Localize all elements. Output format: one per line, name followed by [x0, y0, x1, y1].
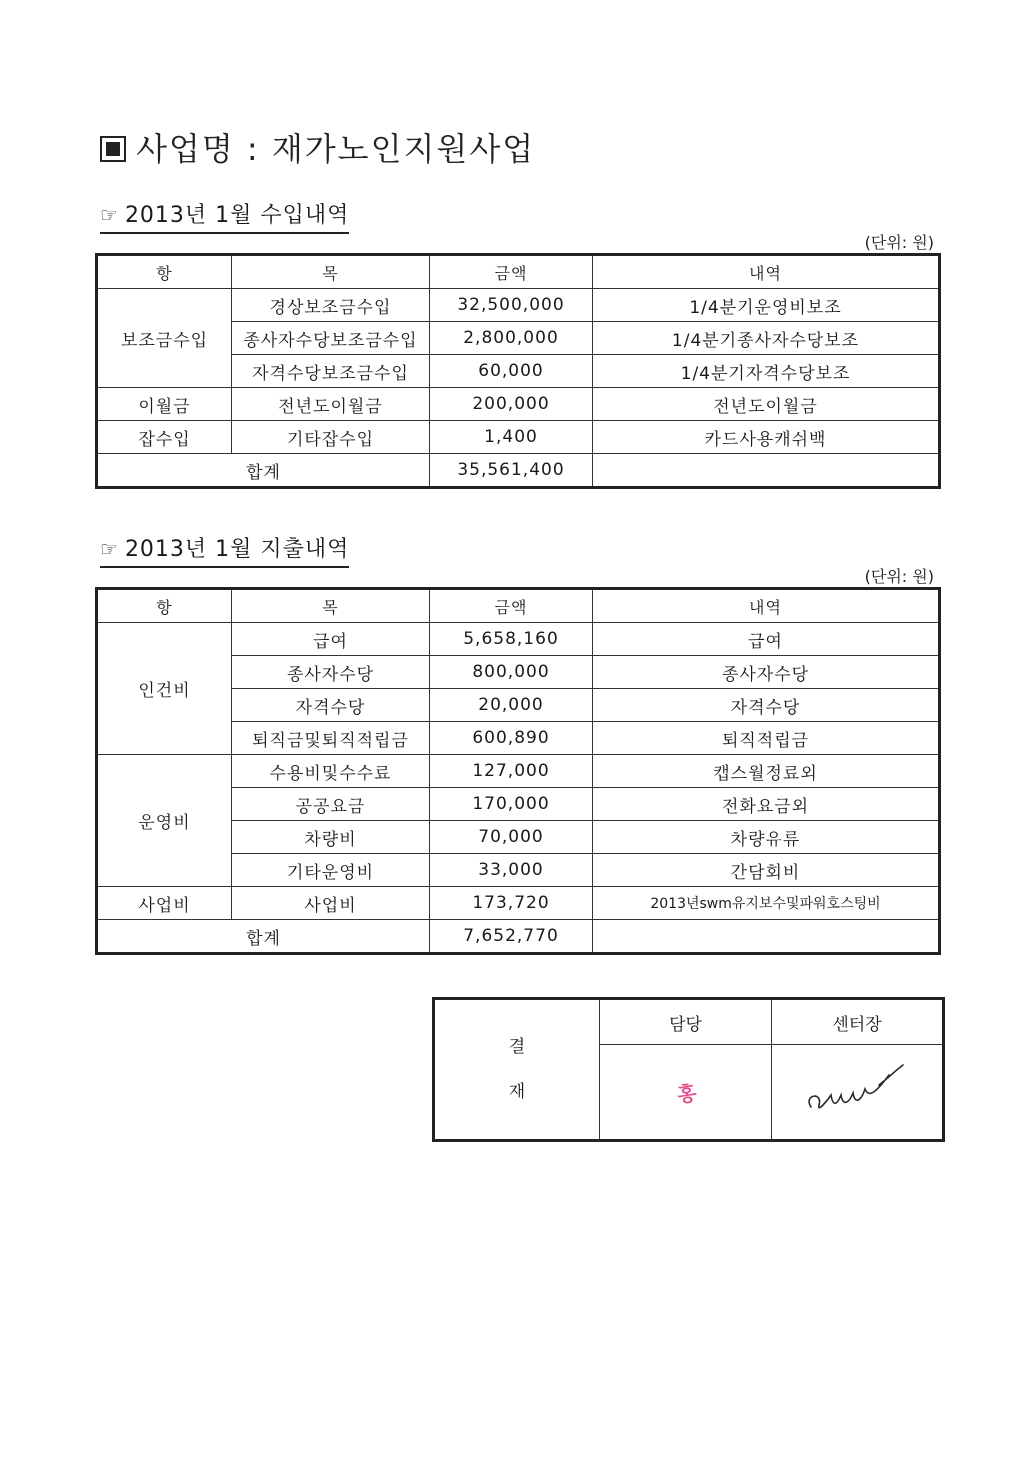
header-detail: 내역 — [593, 255, 940, 289]
item-cell: 기타잡수입 — [232, 421, 430, 454]
detail-cell: 2013년swm유지보수및파워호스팅비 — [593, 887, 940, 920]
total-amount: 35,561,400 — [430, 454, 593, 488]
header-category: 항 — [97, 255, 232, 289]
income-unit-note: (단위: 원) — [864, 233, 934, 252]
seal-stamp: 홍 — [675, 1080, 696, 1107]
total-label: 합계 — [97, 454, 430, 488]
manager-stamp-cell — [600, 1045, 772, 1141]
item-cell: 급여 — [232, 623, 430, 656]
table-row — [97, 421, 940, 454]
header-detail: 내역 — [593, 589, 940, 623]
item-cell: 자격수당 — [232, 689, 430, 722]
amount-cell: 173,720 — [430, 887, 593, 920]
detail-cell: 퇴직적립금 — [593, 722, 940, 755]
pointing-hand-icon: ☞ — [100, 203, 119, 227]
item-cell: 종사자수당 — [232, 656, 430, 689]
table-row — [97, 623, 940, 656]
item-cell: 차량비 — [232, 821, 430, 854]
detail-cell: 전화요금외 — [593, 788, 940, 821]
item-cell: 경상보조금수입 — [232, 289, 430, 322]
table-row — [97, 289, 940, 322]
category-cell: 보조금수입 — [97, 289, 232, 388]
approval-box — [432, 997, 945, 1142]
item-cell: 공공요금 — [232, 788, 430, 821]
item-cell: 사업비 — [232, 887, 430, 920]
total-amount: 7,652,770 — [430, 920, 593, 954]
amount-cell: 127,000 — [430, 755, 593, 788]
category-cell: 이월금 — [97, 388, 232, 421]
amount-cell: 1,400 — [430, 421, 593, 454]
income-table — [95, 253, 941, 489]
amount-cell: 2,800,000 — [430, 322, 593, 355]
amount-cell: 5,658,160 — [430, 623, 593, 656]
total-row — [97, 920, 940, 954]
header-amount: 금액 — [430, 589, 593, 623]
pointing-hand-icon: ☞ — [100, 537, 119, 561]
page-title: 사업명 : 재가노인지원사업 — [100, 124, 535, 170]
item-cell: 종사자수당보조금수입 — [232, 322, 430, 355]
category-cell: 사업비 — [97, 887, 232, 920]
amount-cell: 20,000 — [430, 689, 593, 722]
table-header-row — [97, 589, 940, 623]
amount-cell: 70,000 — [430, 821, 593, 854]
table-row — [97, 388, 940, 421]
header-category: 항 — [97, 589, 232, 623]
amount-cell: 800,000 — [430, 656, 593, 689]
expense-table — [95, 587, 941, 955]
amount-cell: 33,000 — [430, 854, 593, 887]
detail-cell: 1/4분기운영비보조 — [593, 289, 940, 322]
director-signature-cell — [772, 1045, 944, 1141]
approval-label: 결 재 — [434, 999, 600, 1141]
total-detail-empty — [593, 920, 940, 954]
detail-cell: 종사자수당 — [593, 656, 940, 689]
amount-cell: 60,000 — [430, 355, 593, 388]
amount-cell: 600,890 — [430, 722, 593, 755]
item-cell: 기타운영비 — [232, 854, 430, 887]
detail-cell: 자격수당 — [593, 689, 940, 722]
item-cell: 전년도이월금 — [232, 388, 430, 421]
category-cell: 인건비 — [97, 623, 232, 755]
header-item: 목 — [232, 589, 430, 623]
table-row — [97, 887, 940, 920]
header-amount: 금액 — [430, 255, 593, 289]
square-bullet-icon — [100, 136, 126, 162]
detail-cell: 카드사용캐쉬백 — [593, 421, 940, 454]
handwritten-signature — [797, 1055, 917, 1125]
detail-cell: 간담회비 — [593, 854, 940, 887]
total-label: 합계 — [97, 920, 430, 954]
role-director: 센터장 — [772, 999, 944, 1045]
expense-heading: ☞ 2013년 1월 지출내역 — [100, 532, 349, 568]
total-row — [97, 454, 940, 488]
expense-unit-note: (단위: 원) — [864, 567, 934, 586]
item-cell: 퇴직금및퇴직적립금 — [232, 722, 430, 755]
role-manager: 담당 — [600, 999, 772, 1045]
detail-cell: 급여 — [593, 623, 940, 656]
amount-cell: 200,000 — [430, 388, 593, 421]
table-header-row — [97, 255, 940, 289]
detail-cell: 1/4분기자격수당보조 — [593, 355, 940, 388]
detail-cell: 캡스월정료외 — [593, 755, 940, 788]
detail-cell: 차량유류 — [593, 821, 940, 854]
category-cell: 잡수입 — [97, 421, 232, 454]
header-item: 목 — [232, 255, 430, 289]
item-cell: 수용비및수수료 — [232, 755, 430, 788]
item-cell: 자격수당보조금수입 — [232, 355, 430, 388]
detail-cell: 1/4분기종사자수당보조 — [593, 322, 940, 355]
amount-cell: 32,500,000 — [430, 289, 593, 322]
total-detail-empty — [593, 454, 940, 488]
amount-cell: 170,000 — [430, 788, 593, 821]
table-row — [97, 755, 940, 788]
detail-cell: 전년도이월금 — [593, 388, 940, 421]
category-cell: 운영비 — [97, 755, 232, 887]
income-heading: ☞ 2013년 1월 수입내역 — [100, 198, 349, 234]
